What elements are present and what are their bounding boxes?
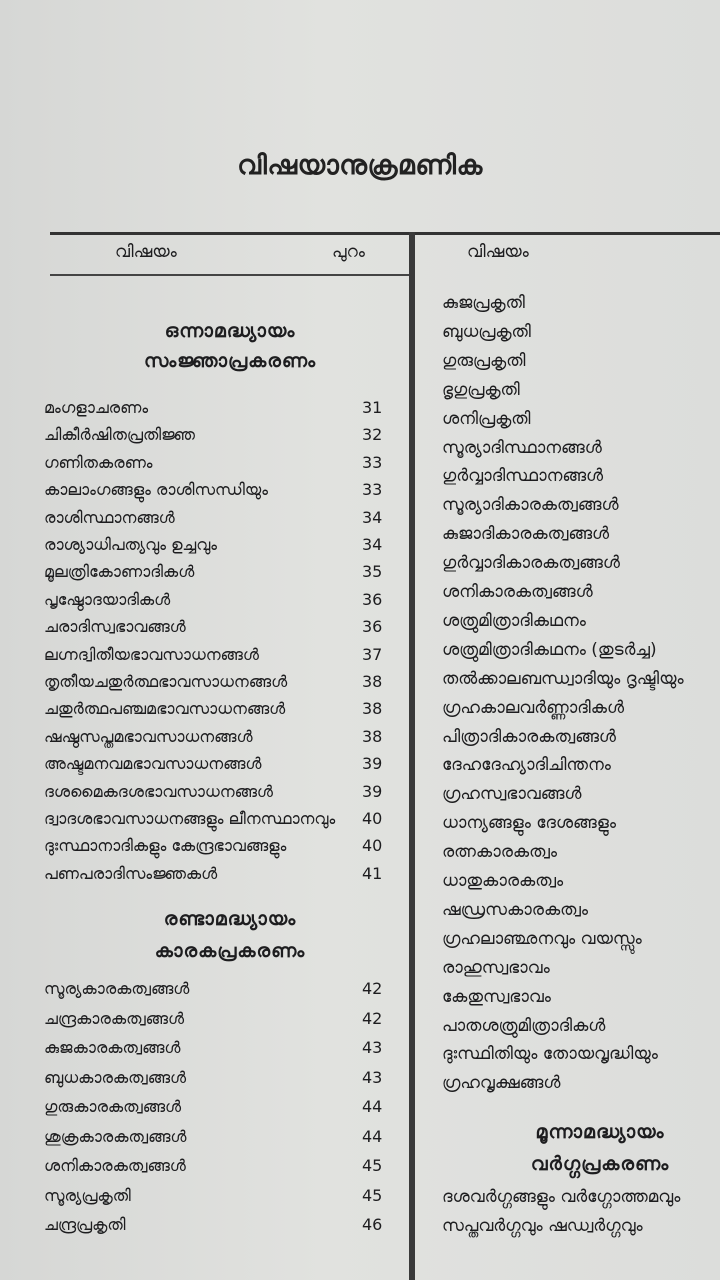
chapter-2-title: രണ്ടാമദ്ധ്യായം: [163, 908, 297, 930]
toc-entry: [44, 535, 384, 559]
toc-entry-title: ലഗ്നദ്വിതീയഭാവസാധനങ്ങൾ: [44, 644, 259, 664]
toc-entry-title: പാതശത്രുമിത്രാദികൾ: [442, 1015, 606, 1036]
toc-entry-title: സൂര്യാദികാരകത്വങ്ങൾ: [442, 495, 619, 516]
toc-entry-title: പൃഷ്ഠോദയാദികൾ: [44, 589, 171, 609]
toc-entry-page: 45: [362, 1185, 383, 1205]
toc-entry-page: 39: [362, 754, 383, 774]
toc-entry: [44, 672, 384, 696]
toc-entry-title: ഗുരുപ്രകൃതി: [442, 350, 526, 371]
toc-entry: [44, 480, 384, 504]
toc-entry-title: സൂര്യകാരകത്വങ്ങൾ: [44, 979, 190, 998]
toc-entry-page: 40: [362, 809, 383, 828]
toc-entry-page: 42: [362, 1008, 383, 1028]
toc-entry-title: ശത്രുമിത്രാദികഥനം: [442, 610, 586, 631]
toc-entry: [44, 727, 384, 751]
toc-entry-title: ശനിപ്രകൃതി: [442, 408, 531, 429]
toc-entry-title: രാശ്യാധിപത്യവും ഉച്ചവും: [44, 535, 217, 554]
toc-entry: [44, 979, 384, 1003]
toc-entry-page: 38: [362, 699, 383, 719]
toc-entry-title: കുജാദികാരകത്വങ്ങൾ: [442, 524, 610, 545]
toc-entry: [44, 754, 384, 778]
toc-entry-title: ബുധകാരകത്വങ്ങൾ: [44, 1067, 187, 1087]
toc-entry: [44, 590, 384, 614]
toc-entry-title: ഷഡ്രസകാരകത്വം: [442, 899, 589, 920]
toc-entry-title: സപ്തവർഗ്ഗവും ഷഡ്വർഗ്ഗവും: [442, 1216, 643, 1236]
toc-entry: [44, 1156, 384, 1180]
toc-entry: [44, 617, 384, 641]
toc-entry: [44, 782, 384, 806]
toc-entry-title: പണപരാദിസംജ്ഞകൾ: [44, 863, 218, 883]
toc-entry-page: 38: [362, 726, 383, 746]
toc-entry-title: ഗ്രഹകാലവർണ്ണാദികൾ: [442, 697, 625, 718]
toc-entry-page: 32: [362, 425, 383, 445]
toc-entry-title: ശനികാരകത്വങ്ങൾ: [44, 1156, 186, 1175]
toc-entry-title: ദുഃസ്ഥാനാദികളും കേന്ദ്രഭാവങ്ങളും: [44, 836, 287, 856]
toc-entry-title: ദശവർഗ്ഗങ്ങളും വർഗ്ഗോത്തമവും: [442, 1187, 681, 1207]
toc-entry: [44, 1068, 384, 1092]
toc-entry-page: 36: [362, 589, 383, 609]
toc-entry-title: ശത്രുമിത്രാദികഥനം (തുടർച്ച): [442, 639, 657, 660]
toc-entry-title: ശുക്രകാരകത്വങ്ങൾ: [44, 1126, 187, 1146]
toc-entry-page: 44: [362, 1126, 383, 1146]
toc-entry-title: ഗ്രഹലാഞ്ഛനവും വയസ്സും: [442, 928, 642, 949]
toc-entry-title: രത്നകാരകത്വം: [442, 842, 557, 863]
toc-entry-title: ചികീർഷിതപ്രതിജ്ഞ: [44, 425, 195, 445]
toc-entry-title: പിത്രാദികാരകത്വങ്ങൾ: [442, 726, 616, 747]
toc-entry: [44, 864, 384, 888]
toc-entry-page: 37: [362, 644, 383, 664]
toc-entry: [44, 562, 384, 586]
toc-entry-title: തൽക്കാലബന്ധ്വാദിയും ദൃഷ്ടിയും: [442, 668, 684, 689]
toc-entry-page: 36: [362, 617, 383, 637]
chapter-1-title: ഒന്നാമദ്ധ്യായം: [164, 320, 296, 342]
toc-entry-title: കേതുസ്വഭാവം: [442, 986, 551, 1007]
toc-entry: [44, 1097, 384, 1121]
chapter-3-section: വർഗ്ഗപ്രകരണം: [530, 1153, 670, 1175]
toc-entry: [44, 1009, 384, 1033]
toc-entry-title: രാഹുസ്വഭാവം: [442, 957, 550, 978]
toc-entry-title: മംഗളാചരണം: [44, 398, 149, 417]
toc-entry: [44, 836, 384, 860]
right-topic-header: വിഷയം: [467, 242, 529, 262]
toc-entry: [44, 453, 384, 477]
toc-entry: [44, 1186, 384, 1210]
toc-entry: [44, 1215, 384, 1239]
toc-entry-title: ഭൃഗുപ്രകൃതി: [442, 379, 520, 400]
toc-entry-page: 44: [362, 1097, 383, 1116]
toc-entry-title: ബുധപ്രകൃതി: [442, 321, 531, 342]
toc-entry-page: 40: [362, 836, 383, 856]
toc-entry-title: ഗുർവ്വാദികാരകത്വങ്ങൾ: [442, 553, 620, 574]
toc-entry-title: ചന്ദ്രപ്രകൃതി: [44, 1215, 126, 1234]
toc-entry-title: ദ്വാദശഭാവസാധനങ്ങളും ലീനസ്ഥാനവും: [44, 809, 336, 828]
toc-entry-page: 39: [362, 781, 383, 801]
toc-entry-page: 34: [362, 507, 383, 527]
toc-entry-title: കുജപ്രകൃതി: [442, 293, 525, 313]
toc-entry-title: രാശിസ്ഥാനങ്ങൾ: [44, 507, 175, 527]
toc-entry-title: ഗ്രഹസ്വഭാവങ്ങൾ: [442, 784, 582, 805]
toc-entry: [44, 1127, 384, 1151]
toc-entry-page: 34: [362, 535, 383, 554]
toc-entry: [44, 699, 384, 723]
toc-entry: [44, 398, 384, 422]
toc-entry-title: കാലാംഗങ്ങളും രാശിസന്ധിയും: [44, 480, 268, 500]
toc-entry-page: 41: [362, 863, 383, 883]
column-divider: [409, 232, 415, 1280]
toc-entry-title: ഗുർവ്വാദിസ്ഥാനങ്ങൾ: [442, 466, 604, 487]
toc-entry: [44, 645, 384, 669]
chapter-1-section: സംജ്ഞാപ്രകരണം: [143, 350, 317, 372]
toc-entry-title: ദുഃസ്ഥിതിയും തോയവൃദ്ധിയും: [442, 1044, 658, 1065]
toc-entry-title: കുജകാരകത്വങ്ങൾ: [44, 1038, 181, 1057]
toc-entry: [44, 809, 384, 833]
toc-entry-title: ചരാദിസ്വഭാവങ്ങൾ: [44, 617, 186, 637]
toc-entry-title: സൂര്യപ്രകൃതി: [44, 1185, 131, 1205]
toc-entry-title: ഷഷ്ഠസപ്തമഭാവസാധനങ്ങൾ: [44, 726, 253, 746]
chapter-2-section: കാരകപ്രകരണം: [154, 940, 306, 962]
toc-entry-title: തൃതീയചതുർത്ഥഭാവസാധനങ്ങൾ: [44, 672, 288, 691]
toc-entry-title: ചന്ദ്രകാരകത്വങ്ങൾ: [44, 1008, 185, 1028]
header-rule-bottom: [50, 274, 412, 276]
left-page-header: പുറം: [332, 242, 365, 262]
toc-entry-page: 46: [362, 1215, 383, 1234]
header-rule-top: [50, 232, 720, 235]
toc-entry-title: ചതുർത്ഥപഞ്ചമഭാവസാധനങ്ങൾ: [44, 699, 286, 719]
toc-entry-page: 33: [362, 480, 383, 500]
toc-entry-title: സൂര്യാദിസ്ഥാനങ്ങൾ: [442, 437, 602, 458]
toc-entry-title: അഷ്ടമനവമഭാവസാധനങ്ങൾ: [44, 754, 262, 774]
toc-entry-page: 42: [362, 979, 383, 998]
toc-entry-title: ഗണിതകരണം: [44, 452, 153, 472]
toc-entry-title: ധാന്യങ്ങളും ദേശങ്ങളും: [442, 813, 616, 834]
toc-entry: [44, 508, 384, 532]
toc-entry-page: 33: [362, 452, 383, 472]
toc-entry-page: 43: [362, 1038, 383, 1057]
toc-entry-page: 43: [362, 1067, 383, 1087]
toc-entry-page: 45: [362, 1156, 383, 1175]
page-title: വിഷയാനുക്രമണിക: [237, 150, 483, 181]
chapter-3-title: മൂന്നാമദ്ധ്യായം: [535, 1121, 665, 1143]
toc-entry-title: ശനികാരകത്വങ്ങൾ: [442, 582, 593, 602]
toc-entry-title: ദശമൈകദശഭാവസാധനങ്ങൾ: [44, 781, 273, 801]
toc-entry-title: ഗ്രഹവൃക്ഷങ്ങൾ: [442, 1073, 561, 1094]
toc-entry: [44, 425, 384, 449]
toc-entry-title: ധാതുകാരകത്വം: [442, 871, 564, 891]
toc-entry-page: 35: [362, 562, 383, 582]
toc-entry-title: ദേഹദേഹ്യാദിചിന്തനം: [442, 755, 611, 776]
toc-entry-page: 38: [362, 672, 383, 691]
toc-entry-title: മൂലത്രികോണാദികൾ: [44, 562, 195, 582]
toc-entry-page: 31: [362, 398, 383, 417]
toc-entry-title: ഗുരുകാരകത്വങ്ങൾ: [44, 1097, 182, 1116]
left-topic-header: വിഷയം: [115, 242, 177, 262]
toc-entry: [44, 1038, 384, 1062]
